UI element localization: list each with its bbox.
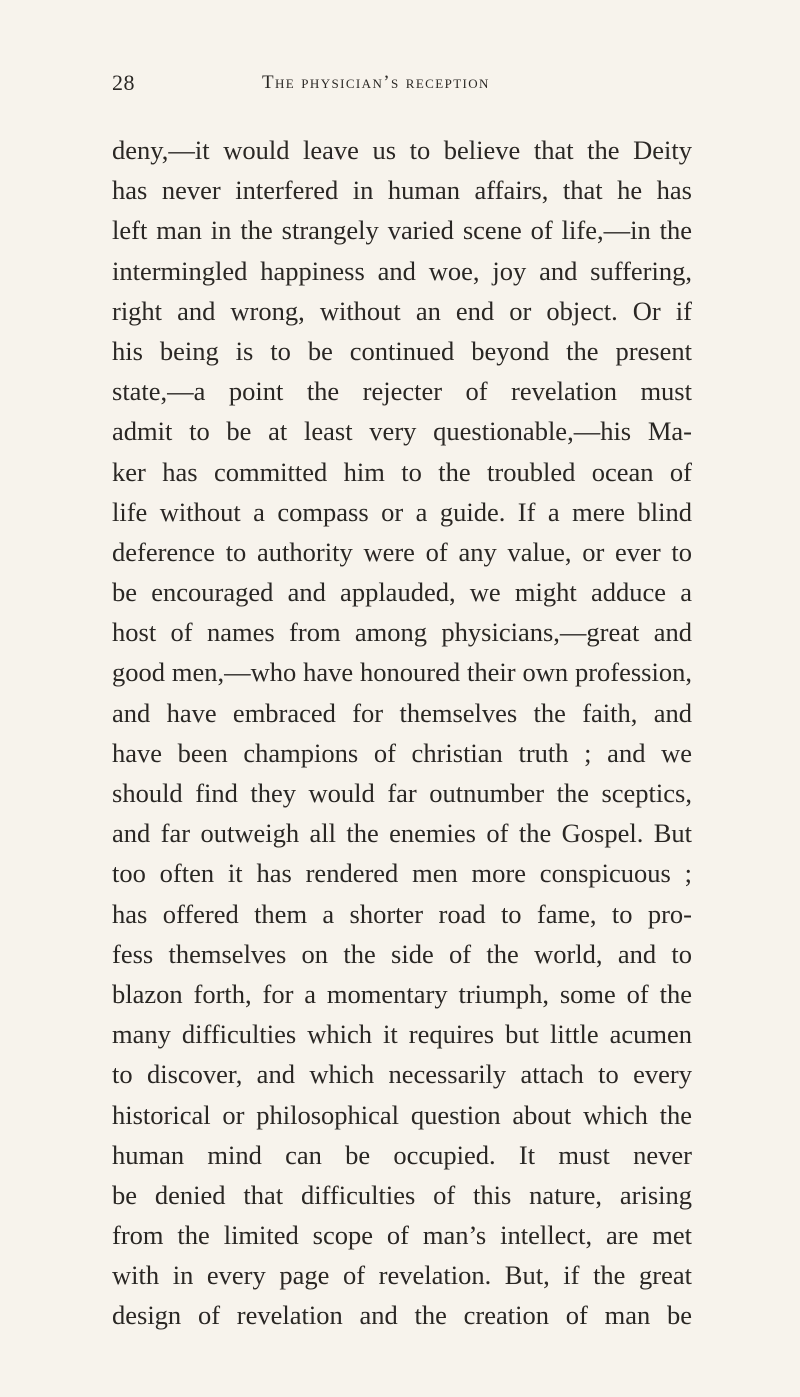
page-number: 28 bbox=[112, 70, 135, 95]
text-line: be encouraged and applauded, we might adduce a bbox=[112, 577, 692, 608]
text-line: host of names from among physicians,—great and bbox=[112, 617, 692, 648]
text-line: and far outweigh all the enemies of the Gospel. But bbox=[112, 818, 692, 849]
text-line: intermingled happiness and woe, joy and suffering, bbox=[112, 255, 692, 286]
running-title: the physician’s reception bbox=[262, 72, 490, 93]
text-line: to discover, and which necessarily attach to every bbox=[112, 1059, 692, 1090]
text-line: left man in the strangely varied scene of life,—in the bbox=[112, 215, 692, 246]
text-line: have been champions of christian truth ; and we bbox=[112, 737, 692, 768]
text-line: fess themselves on the side of the world, and to bbox=[112, 938, 692, 969]
text-line: blazon forth, for a momentary triumph, some of the bbox=[112, 978, 692, 1009]
page-header bbox=[112, 70, 682, 104]
text-line: be denied that difficulties of this nature, arising bbox=[112, 1179, 692, 1210]
text-line: many difficulties which it requires but little acumen bbox=[112, 1019, 692, 1050]
text-line: right and wrong, without an end or object. Or if bbox=[112, 295, 692, 326]
text-line: good men,—who have honoured their own profession, bbox=[112, 657, 692, 688]
text-line: admit to be at least very questionable,—his Ma- bbox=[112, 416, 692, 447]
text-line: deference to authority were of any value, or ever to bbox=[112, 536, 692, 567]
text-line: has never interfered in human affairs, that he has bbox=[112, 175, 692, 206]
text-line: life without a compass or a guide. If a mere blind bbox=[112, 496, 692, 527]
text-line: his being is to be continued beyond the present bbox=[112, 335, 692, 366]
text-line: historical or philosophical question about which the bbox=[112, 1099, 692, 1130]
text-line: deny,—it would leave us to believe that the Deity bbox=[112, 135, 692, 165]
text-line: design of revelation and the creation of man be bbox=[112, 1300, 692, 1331]
text-line: should find they would far outnumber the sceptics, bbox=[112, 778, 692, 808]
text-line: with in every page of revelation. But, if the great bbox=[112, 1260, 692, 1291]
text-line: state,—a point the rejecter of revelation must bbox=[112, 376, 692, 407]
text-line: human mind can be occupied. It must never bbox=[112, 1139, 692, 1170]
body-text bbox=[112, 130, 692, 1336]
text-line: has offered them a shorter road to fame, to pro- bbox=[112, 898, 692, 929]
text-line: from the limited scope of man’s intellect, are met bbox=[112, 1220, 692, 1251]
text-line: and have embraced for themselves the faith, and bbox=[112, 697, 692, 728]
text-line: too often it has rendered men more conspicuous ; bbox=[112, 858, 692, 889]
text-line: ker has committed him to the troubled ocean of bbox=[112, 456, 692, 487]
